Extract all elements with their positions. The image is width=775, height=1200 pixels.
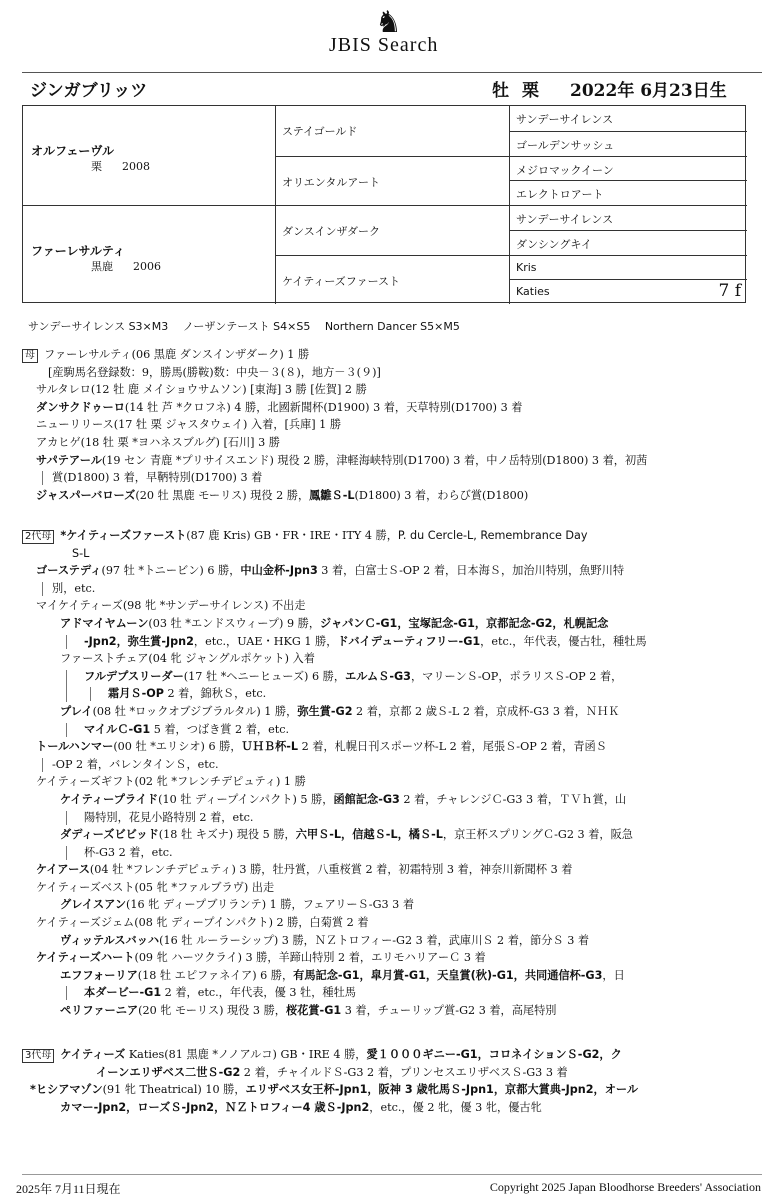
jbis-logo[interactable] [325, 6, 465, 58]
horse-sex: 牡 [492, 81, 509, 101]
list-item [22, 738, 742, 756]
offspring-name[interactable]: サパテアール [36, 453, 102, 467]
race-name: -Jpn2，弥生賞-Jpn2 [84, 634, 194, 648]
list-item [22, 721, 742, 739]
list-item [22, 949, 742, 967]
list-item [22, 452, 742, 470]
list-item [22, 1046, 742, 1064]
race-name: 有馬記念-G1，皐月賞-G1，天皇賞(秋)-G1，共同通信杯-G3 [293, 968, 603, 982]
indent-bar [66, 811, 67, 825]
pedigree-gen2[interactable] [275, 156, 509, 206]
indent-bar [42, 471, 43, 485]
offspring-record: ，京王杯スプリングＣ-G2 3 着，阪急 [442, 828, 633, 842]
horse-name: ジンガブリッツ [30, 81, 148, 101]
offspring-record: 2 着，京都 2 歳Ｓ-L 2 着，京成杯-G3 3 着，ＮＨＫ [352, 704, 620, 718]
offspring-record: (08 牡 *ロックオブジブラルタル) 1 勝， [92, 704, 298, 718]
list-item [22, 984, 742, 1002]
gen2-name: ダンスインザダーク [282, 225, 381, 238]
second-dam-name[interactable]: *ケイティーズファースト [60, 529, 187, 542]
pedigree-table [22, 105, 746, 303]
offspring-line: マイケイティーズ(98 牝 *サンデーサイレンス) 不出走 [36, 599, 306, 613]
list-item [22, 633, 742, 651]
offspring-record: (04 牡 *フレンチデピュティ) 3 勝，牡丹賞，八重桜賞 2 着，初霜特別 3 着，神奈川新聞杯 3 着 [89, 863, 573, 877]
offspring-name[interactable]: アドマイヤムーン [60, 616, 149, 630]
list-item [22, 896, 742, 914]
section-tag: 3代母 [22, 1049, 54, 1063]
list-item [22, 861, 742, 879]
offspring-record: (18 牡 キズナ) 現役 5 勝， [158, 828, 296, 842]
offspring-name[interactable]: ペリファーニア [60, 1004, 139, 1018]
list-item [22, 703, 742, 721]
list-item [22, 685, 742, 703]
gen3-name: ダンシングキイ [516, 237, 592, 251]
gen3-name: メジロマックイーン [516, 163, 614, 177]
pedigree-gen2[interactable] [275, 205, 509, 255]
offspring-line: ケイティーズジェム(08 牝 ディープインパクト) 2 勝，白菊賞 2 着 [36, 916, 369, 930]
offspring-record: -OP 2 着，バレンタインＳ，etc. [52, 757, 219, 771]
sire-year: 2008 [122, 160, 150, 173]
pedigree-gen2[interactable] [275, 255, 509, 305]
offspring-record: (14 牡 芦 *クロフネ) 4 勝，北國新聞杯(D1900) 3 着，天草特別(D1700) 3 着 [124, 400, 523, 414]
offspring-line: サルタレロ(12 牡 鹿 メイショウサムソン) [東海] 3 勝 [佐賀] 2 勝 [36, 383, 367, 397]
offspring-record: (20 牡 黒鹿 モーリス) 現役 2 勝， [135, 488, 310, 502]
list-item [22, 967, 742, 985]
list-item [22, 416, 742, 434]
offspring-record: 賞(D1800) 3 着，早鞆特別(D1700) 3 着 [52, 471, 263, 485]
list-item [22, 756, 742, 774]
horse-rider-icon: ♞ [375, 5, 402, 40]
section-tag: 母 [22, 349, 38, 363]
gen3-name: サンデーサイレンス [516, 213, 614, 226]
dam-color: 黒鹿 [91, 260, 113, 273]
race-name: 弥生賞-G2 [297, 704, 353, 718]
pedigree-sire[interactable] [23, 106, 275, 205]
offspring-record: 3 着，チューリップ賞-G2 3 着，高尾特別 [341, 1004, 557, 1018]
race-name: 函館記念-G3 [333, 792, 400, 806]
dam-name: ファーレサルティ [31, 244, 125, 258]
horse-title-row [30, 76, 750, 102]
list-item [22, 527, 742, 545]
offspring-name[interactable]: ダンサクドゥーロ [36, 400, 125, 414]
footer-copyright: Copyright 2025 Japan Bloodhorse Breeders' Association [489, 1180, 761, 1194]
logo-text: JBIS Search [329, 34, 439, 56]
offspring-name[interactable]: ケイアース [36, 863, 90, 877]
list-item [22, 844, 742, 862]
offspring-name[interactable]: プレイ [60, 704, 93, 718]
indent-bar [42, 582, 43, 596]
offspring-name[interactable]: グレイスアン [60, 898, 127, 912]
indent-bar [90, 687, 91, 701]
offspring-record: (91 牝 Theatrical) 10 勝， [102, 1083, 246, 1097]
offspring-name[interactable]: エフフォーリア [60, 968, 138, 982]
list-item [22, 580, 742, 598]
indent-bar [66, 670, 67, 702]
list-item [22, 597, 742, 615]
pedigree-gen3[interactable] [509, 180, 747, 205]
dam-section [22, 346, 742, 504]
offspring-name[interactable]: *ヒシアマゾン [30, 1083, 103, 1097]
section-tag: 2代母 [22, 530, 54, 544]
pedigree-gen2[interactable] [275, 106, 509, 156]
pedigree-dam[interactable] [23, 205, 275, 304]
race-name: 本ダービー-G1 [84, 986, 162, 1000]
gen3-name: ゴールデンサッシュ [516, 138, 615, 152]
offspring-name[interactable]: ゴーステディ [36, 564, 102, 578]
gen2-name: ステイゴールド [282, 125, 358, 138]
offspring-record: ，etc.，優 2 牝，優 3 牝，優古牝 [369, 1100, 542, 1114]
offspring-line: アカヒゲ(18 牡 栗 *ヨハネスブルグ) [石川] 3 勝 [36, 435, 280, 449]
offspring-record: 2 着，etc.，年代表，優 3 牡，種牡馬 [161, 986, 356, 1000]
race-name: エリザベス女王杯-Jpn1，阪神 3 歳牝馬Ｓ-Jpn1，京都大賞典-Jpn2，オール [245, 1083, 639, 1097]
gen3-name: Kris [516, 260, 537, 274]
race-name: 愛１０００ギニー-G1，コロネイションＳ-G2，ク [366, 1048, 622, 1061]
offspring-name[interactable]: ヴィッテルスバッハ [60, 933, 160, 947]
inbreeding-info: サンデーサイレンス S3×M3 ノーザンテースト S4×S5 Northern Dancer S5×M5 [28, 320, 460, 333]
offspring-name[interactable]: トールハンマー [36, 740, 114, 754]
family-number: 7 f [718, 281, 741, 302]
offspring-record: (10 牡 ディープインパクト) 5 勝， [158, 792, 334, 806]
race-name: 鳳雛Ｓ-L [309, 488, 355, 502]
offspring-line: ケイティーズベスト(05 牝 *ファルブラヴ) 出走 [36, 880, 275, 894]
footer-divider [22, 1174, 762, 1175]
race-name: カマー-Jpn2，ローズＳ-Jpn2，ＮＺトロフィー4 歳Ｓ-Jpn2 [60, 1100, 370, 1114]
list-item [22, 364, 742, 382]
offspring-record: (17 牡 *ヘニーヒューズ) 6 勝， [183, 669, 346, 683]
indent-bar [66, 846, 67, 860]
offspring-name[interactable]: ジャスパーバローズ [36, 488, 136, 502]
gen2-name: オリエンタルアート [282, 175, 381, 189]
offspring-line: ファーストチェア(04 牝 ジャングルポケット) 入着 [60, 652, 315, 666]
offspring-name[interactable]: ダディーズビビッド [60, 828, 159, 842]
pedigree-gen3[interactable] [509, 255, 747, 280]
offspring-record: 2 着，札幌日刊スポーツ杯-L 2 着，尾張Ｓ-OP 2 着，青函Ｓ [298, 740, 607, 754]
offspring-name[interactable]: フルデプスリーダー [84, 669, 184, 683]
list-item [22, 809, 742, 827]
offspring-record: (16 牝 ディープブリランテ) 1 勝，フェアリーＳ-G3 3 着 [126, 898, 415, 912]
offspring-record: ，日 [602, 968, 625, 982]
offspring-record: 2 着，錦秋Ｓ，etc. [163, 687, 267, 701]
list-item [22, 1002, 742, 1020]
sire-name: オルフェーヴル [31, 144, 115, 158]
race-name: エルムＳ-G3 [345, 669, 411, 683]
list-item [22, 487, 742, 505]
gen3-name: サンデーサイレンス [516, 113, 614, 126]
offspring-record: ，etc.，年代表，優古牡，種牡馬 [480, 634, 647, 648]
offspring-record: 5 着，つばき賞 2 着，etc. [150, 722, 290, 736]
pedigree-gen3[interactable] [509, 106, 747, 131]
race-name: ドバイデューティフリー-G1 [337, 634, 481, 648]
list-item [22, 650, 742, 668]
pedigree-gen3[interactable] [509, 156, 747, 181]
offspring-record: (03 牡 *エンドスウィープ) 9 勝， [148, 616, 321, 630]
pedigree-gen3[interactable] [509, 230, 747, 255]
dam-line: ファーレサルティ(06 黒鹿 ダンスインザダーク) 1 勝 [44, 348, 310, 361]
offspring-record: (09 牝 ハーツクライ) 3 勝，羊蹄山特別 2 着，エリモハリアーＣ 3 着 [134, 951, 486, 965]
third-dam-record: Katies(81 黒鹿 *ノノアルコ) GB・IRE 4 勝， [125, 1048, 367, 1061]
list-item [22, 469, 742, 487]
offspring-record: (00 牡 *エリシオ) 6 勝， [113, 740, 242, 754]
race-name: 六甲Ｓ-L，信越Ｓ-L，橘Ｓ-L [295, 828, 443, 842]
indent-bar [42, 758, 43, 772]
offspring-record: 別，etc. [52, 581, 96, 595]
list-item [22, 545, 742, 563]
third-dam-name[interactable]: ケイティーズ [60, 1048, 126, 1061]
gen2-name: ケイティーズファースト [282, 274, 401, 288]
list-item [22, 791, 742, 809]
pedigree-gen3[interactable] [509, 131, 747, 156]
offspring-record: ，etc.，UAE・HKG 1 勝， [193, 634, 338, 648]
list-item [22, 1081, 742, 1099]
offspring-name[interactable]: ケイティープライド [60, 792, 159, 806]
list-item [22, 773, 742, 791]
offspring-record: 陽特別，花見小路特別 2 着，etc. [84, 810, 254, 824]
dam-offspring-stats: [産駒馬名登録数：9，勝馬(勝鞍)数：中央－３(８)，地方－３(９)] [48, 365, 381, 379]
race-name: S-L [72, 546, 90, 560]
offspring-record: (19 セン 青鹿 *プリサイスエンド) 現役 2 勝，津軽海峡特別(D1700) 3 着，中ノ岳特別(D1800) 3 着，初茜 [101, 453, 648, 467]
list-item [22, 434, 742, 452]
offspring-line: ニューリリース(17 牡 栗 ジャスタウェイ) 入着，[兵庫] 1 勝 [36, 418, 342, 432]
offspring-record: (20 牝 モーリス) 現役 3 勝， [138, 1004, 286, 1018]
list-item [22, 399, 742, 417]
race-name: 霜月Ｓ-OP [108, 687, 164, 701]
list-item [22, 932, 742, 950]
second-dam-record: (87 鹿 Kris) GB・FR・IRE・ITY 4 勝， [186, 529, 398, 542]
header-divider [22, 72, 762, 73]
offspring-record: (16 牡 ルーラーシップ) 3 勝，ＮＺトロフィー-G2 3 着，武庫川Ｓ 2 着，節分Ｓ 3 着 [159, 933, 590, 947]
race-name: イーンエリザベス二世Ｓ-G2 [96, 1065, 241, 1079]
offspring-line: ケイティーズギフト(02 牝 *フレンチデピュティ) 1 勝 [36, 775, 306, 789]
offspring-record: (18 牡 エピファネイア) 6 勝， [137, 968, 294, 982]
third-dam-record: 2 着，チャイルドＳ-G3 2 着，プリンセスエリザベスＳ-G3 3 着 [240, 1065, 568, 1079]
horse-birthdate: 2022年 6月23日生 [570, 81, 727, 101]
gen3-name: Katies [516, 285, 550, 299]
indent-bar [66, 986, 67, 1000]
offspring-record: ，マリーンＳ-OP，ポラリスＳ-OP 2 着， [410, 669, 623, 683]
second-dam-section [22, 527, 742, 1020]
footer-date: 2025年 7月11日現在 [16, 1182, 121, 1196]
sire-color: 栗 [91, 160, 102, 173]
list-item [22, 1064, 742, 1082]
pedigree-gen3[interactable] [509, 279, 747, 304]
list-item [22, 826, 742, 844]
list-item [22, 879, 742, 897]
offspring-record: (D1800) 3 着，わらび賞(D1800) [354, 488, 529, 502]
race-name: 桜花賞-G1 [285, 1004, 342, 1018]
list-item [22, 914, 742, 932]
offspring-record: 杯-G3 2 着，etc. [84, 845, 173, 859]
offspring-record: (97 牡 *トニービン) 6 勝， [101, 564, 241, 578]
list-item [22, 346, 742, 364]
offspring-record: 3 着，白富士Ｓ-OP 2 着，日本海Ｓ，加治川特別，魚野川特 [317, 564, 625, 578]
race-name: ジャパンＣ-G1，宝塚記念-G1，京都記念-G2，札幌記念 [320, 616, 609, 630]
race-name: マイルＣ-G1 [84, 722, 151, 736]
offspring-name[interactable]: ケイティーズハート [36, 951, 135, 965]
race-name: ＵＨＢ杯-L [241, 740, 299, 754]
indent-bar [66, 723, 67, 737]
third-dam-section [22, 1046, 742, 1116]
race-name: 中山金杯-Jpn3 [240, 564, 318, 578]
list-item [22, 668, 742, 686]
dam-year: 2006 [133, 260, 161, 273]
indent-bar [66, 635, 67, 649]
list-item [22, 562, 742, 580]
race-name: P. du Cercle-L, Remembrance Day [397, 529, 588, 542]
pedigree-gen3[interactable] [509, 205, 747, 230]
list-item [22, 381, 742, 399]
list-item [22, 615, 742, 633]
offspring-record: 2 着，チャレンジＣ-G3 3 着，ＴＶｈ賞，山 [399, 792, 627, 806]
gen3-name: エレクトロアート [516, 188, 604, 202]
horse-color: 栗 [522, 81, 539, 101]
list-item [22, 1099, 742, 1117]
